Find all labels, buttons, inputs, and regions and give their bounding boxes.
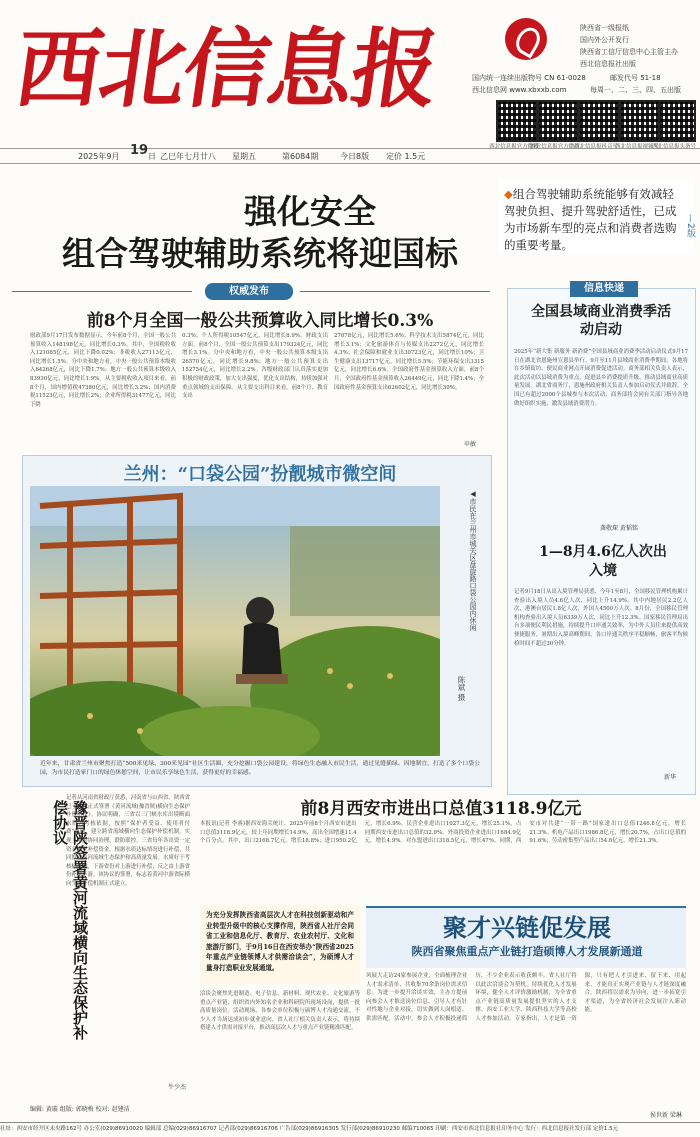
qr-label: 西北信息报官方微博 (489, 144, 539, 150)
gather-headline[interactable]: 聚才兴链促发展 (443, 913, 611, 942)
qr-label: 西北信息报视频号 (614, 144, 659, 150)
authority-tag: 权威发布 (205, 283, 293, 300)
yellow-river-byline: 牛少杰 (168, 1084, 187, 1091)
brief1-headline[interactable]: 全国县域商业消费季活动启动 (531, 304, 671, 338)
footer-imprint: 社址：西安市经开区未央路162号 办公室(029)86910020 编辑部 总编(029)86916707 记者部(029)86916706 广告部(029)86916305 发行部(029)86910230 邮编710065 印刷：西安市西北信息报社印务中心 发行：西北信息报社发行部 定价1.5元 (0, 1122, 700, 1137)
issue-number: 第6084期 (282, 152, 319, 161)
yellow-river-headline[interactable]: 豫晋陕签署黄河流域横向生态保护补偿协议 (51, 800, 89, 1040)
xian-headline[interactable]: 前8月西安市进出口总值3118.9亿元 (300, 799, 582, 819)
website[interactable]: 西北信息网 www.xbxxb.com (472, 86, 567, 94)
lunar-date: 乙巳年七月廿八 (160, 152, 216, 161)
brief1-byline: 龚敬琛 黄韬铭 (600, 525, 638, 532)
park-headline[interactable]: 兰州：“口袋公园”扮靓城市微空间 (123, 464, 397, 485)
divider (300, 291, 490, 292)
day-suffix: 日 (148, 152, 156, 161)
weekday: 星期五 (232, 152, 256, 161)
news-brief-tag: 信息快递 (570, 281, 638, 297)
authority-byline: 申敏 (464, 441, 477, 448)
qr-label: 西北信息报头条号 (651, 144, 696, 150)
lead-summary: 组合驾驶辅助系统能够有效减轻驾驶负担、提升驾驶舒适性，已成为市场新车型的亮点和消费者选购的重要考量。 (504, 187, 677, 252)
park-side-caption: ◀市民在兰州市城关区盘旋路口袋公园内休闲 (469, 490, 477, 631)
newspaper-logo-icon (505, 18, 547, 60)
masthead-note: 西北信息报社出版 (580, 60, 636, 68)
summary-marker: ◆ (504, 187, 513, 201)
talent-highlight-box (200, 906, 360, 984)
qr-code-icon[interactable] (496, 100, 538, 142)
masthead-note: 国内外公开发行 (580, 36, 629, 44)
park-photo[interactable] (30, 486, 440, 756)
postal-code: 邮发代号 51-18 (610, 74, 661, 82)
date: 2025年9月 (78, 152, 120, 161)
brief2-byline: 新华 (664, 774, 677, 781)
qr-label: 西北信息报抖音号 (573, 144, 618, 150)
authority-column: 0.3%；个人所得税10547亿元，同比增长8.9%。财政支出方面，前8个月，全国一般公共预算支出179324亿元，同比增长3.1%。分中央和地方看，中央一般公共预算本级支出26570亿元，同比增长9.8%；地方一般公共预算支出152754亿元，同比增长2.2%。各级财政部门认真落实更加积极的财政政策，加大支出强度，优化支出结构，持续加强对重点领域的支出保障。从主要支出科目来看，前8个月，教育支出 (182, 333, 328, 400)
park-caption: 近年来，甘肃省兰州市聚焦打造“500米见绿、300米见园”社区生活圈，充分挖掘口袋公园建设，将绿色生态融入市民生活，通过见缝插绿、因地制宜，打造了多个口袋公园，为市民打造家门口的绿色休憩空间，让市民乐享绿色生活，获得更好的幸福感。 (40, 761, 480, 776)
masthead-title: 西北信息报 (8, 19, 444, 120)
authority-column: 财政部9月17日发布数据显示，今年前8个月，全国一般公共预算收入148198亿元，同比增长0.3%。其中，全国税收收入121085亿元，同比下降0.02%；非税收入27113亿元，同比增长1.5%。分中央和地方看，中央一般公共预算本级收入64268亿元，同比下降1.7%；地方一般公共预算本级收入83930亿元，同比增长1.9%。从主要税收收入项目来看，前8个月，国内增值税47380亿元，同比增长3.2%；国内消费税11523亿元，同比增长2%；企业所得税31477亿元，同比下降 (30, 333, 176, 408)
xian-body: 本报讯(记者 李睿)据西安海关统计，2025年前8个月西安市进出口总值3118.9亿元，较上年同期增长14.9%，高出全国增速11.4个百分点。其中，出口2168.7亿元，增长18.8%；进口950.2亿元，增长6.9%。民营企业进出口1027.3亿元，增长25.1%，占同期西安市进出口总值的32.9%。外商投资企业进出口1684.9亿元，增长4.9%。对东盟进出口318.5亿元，增长47%。同期，西安市对共建“一带一路”国家进出口总值1246.8亿元，增长21.3%。机电产品出口1986.8亿元，增长20.7%，占出口总值的91.6%；劳动密集型产品出口54.6亿元，增长21.3%。 (200, 821, 686, 845)
lead-summary-box (498, 180, 694, 255)
authority-column: 27078亿元，同比增长5.6%；科学技术支出5874亿元，同比增长3.1%；文化旅游体育与传媒支出2272亿元，同比增长4.3%；社会保障和就业支出30723亿元，同比增长10%；卫生健康支出13717亿元，同比增长5.5%；节能环保支出3315亿元，同比增长6.6%。全国政府性基金预算收入方面，前8个月，全国政府性基金预算收入26449亿元，同比下降1.4%；全国政府性基金预算支出62602亿元，同比增长30%。 (334, 333, 484, 391)
page-count: 今日8版 (340, 152, 370, 161)
qr-code-icon[interactable] (537, 100, 579, 142)
lead-headline-2[interactable]: 组合驾驶辅助系统将迎国标 (62, 234, 458, 273)
qr-code-icon[interactable] (658, 100, 696, 142)
qr-label: 西北信息报官方微信 (530, 144, 580, 150)
masthead-note: 陕西省一级报纸 (580, 24, 629, 32)
brief1-body: 2025年“新大集 新服务 新消费”全国县域商业消费季活动启动仪式9月17日在湖北省恩施州宣恩县举行。9月至11月县域商业消费季期间，各地将在乡镇街坊、便民商业网点开展消费促进活动。商务部相关负责人表示，此次活动以县域消费为重点，促进县乡消费提质升级，推动县域商业高质量发展。湖北省商务厅、恩施州政府相关负责人参加启动仪式并致辞。全国已有超过2000个县城参与本次活动，商务部将会同有关部门指导各地做好组织实施，激发县域消费潜力。 (514, 349, 688, 407)
divider (12, 291, 192, 292)
lead-headline-1[interactable]: 强化安全 (244, 192, 376, 231)
talent-highlight: 为充分发挥陕西省高层次人才在科技创新驱动和产业转型升级中的核心支撑作用，陕西省人社厅会同省工业和信息化厅、教育厅、农业农村厅、文化和旅游厅部门，于9月16日在西安举办“陕西省2025年重点产业链领博人才供需洽谈会”，为硕博人才量身打造职业发展通道。 (206, 911, 355, 972)
talent-body: 洽谈会聚焦先进制造、电子信息、新材料、现代农业、文化旅游等重点产业链，组织省内外知名企业和科研院所现场设岗，提供一批高质量岗位。活动现场，各参会单位积极与硕博人才沟通交流，不少人才当场达成初步就业意向。省人社厅相关负责人表示，将持续搭建人才供需对接平台，推动高层次人才与重点产业链精准匹配。 (200, 991, 360, 1032)
qr-code-icon[interactable] (619, 100, 661, 142)
editor-credits: 编辑: 黄璇 组版: 郭晓梅 校对: 赵建洁 (30, 1106, 130, 1113)
gather-body: 风展大走访24家参展企业，全面梳理企业人才需求清单，共收集70余条岗位需求信息。为进一步提升洽谈实效，主办方提前向参会人才推送岗位信息，引导人才有针对性地与企业对接，切实做到人岗相适、供需匹配。活动中，参会人才积极投递简历，不少企业表示收获颇丰。省人社厅将以此次洽谈会为契机，持续优化人才发展环境，健全人才评价激励机制，为全省重点产业链高质量发展提供坚实的人才支撑。西安工业大学、陕西科技大学等高校人才参加活动。专家指出，人才是第一资源，只有把人才引进来、留下来、用起来，才能真正实现产业链与人才链深度融合。陕西将以需求为导向，进一步拓宽引才渠道，为全省经济社会发展注入新动能。 (366, 973, 686, 1022)
day-number: 19 (130, 143, 149, 158)
yellow-river-body: 记者从河南省财政厅获悉，河南省与山西省、陕西省已于近日正式签署《黄河流域(豫晋陕)横向生态保护补偿协议》。协议明确，三省以三门峡水库出境断面水质为考核依据，按照“保护者受益、使用者付费”原则，建立跨省流域横向生态保护补偿机制，实现上下游协同治理、联防联控。三省每年各出资一定资金设立补偿资金，根据水质达标情况进行补偿，共同推动黄河流域生态保护和高质量发展。水质好于考核标准时，下游省份对上游进行补偿；反之由上游省份补偿下游。该协议的签署，标志着黄河中游省际横向生态补偿机制正式建立。 (66, 795, 190, 887)
qr-code-icon[interactable] (578, 100, 620, 142)
gather-byline: 侯世新 梁琳 (650, 1112, 682, 1119)
cn-number: 国内统一连续出版物号 CN 61-0028 (472, 74, 586, 82)
masthead-notes (580, 22, 695, 70)
park-photo-image (30, 486, 440, 756)
page-reference[interactable]: —2版 (685, 214, 695, 238)
schedule: 每周一、二、三、四、五出版 (590, 86, 681, 94)
gather-subheadline: 陕西省聚焦重点产业链打造硕博人才发展新通道 (411, 945, 643, 958)
masthead-note: 陕西省工信厅信息中心主管主办 (580, 48, 678, 56)
authority-headline[interactable]: 前8个月全国一般公共预算收入同比增长0.3% (86, 311, 434, 331)
brief2-headline[interactable]: 1—8月4.6亿人次出入境 (539, 544, 667, 579)
park-photographer: 陈斌 摄 (457, 676, 466, 701)
price: 定价 1.5元 (386, 152, 426, 161)
brief2-body: 记者9月18日从出入境管理局获悉，今年1至8月，全国移民管理机构累计查验出入境人员4.6亿人次，同比上升14.9%。其中内地居民2.2亿人次，港澳台居民1.8亿人次，外国人4500万人次。8月份，全国移民管理机构查验出入境人员6339万人次，同比上升12.3%。国家移民管理局出台多项便民利民措施，持续提升口岸通关效率，为中外人员往来提供高效便捷服务。暑期出入境高峰期间，各口岸通关秩序平稳顺畅，旅客平均候检时间不超过30分钟。 (514, 589, 688, 647)
